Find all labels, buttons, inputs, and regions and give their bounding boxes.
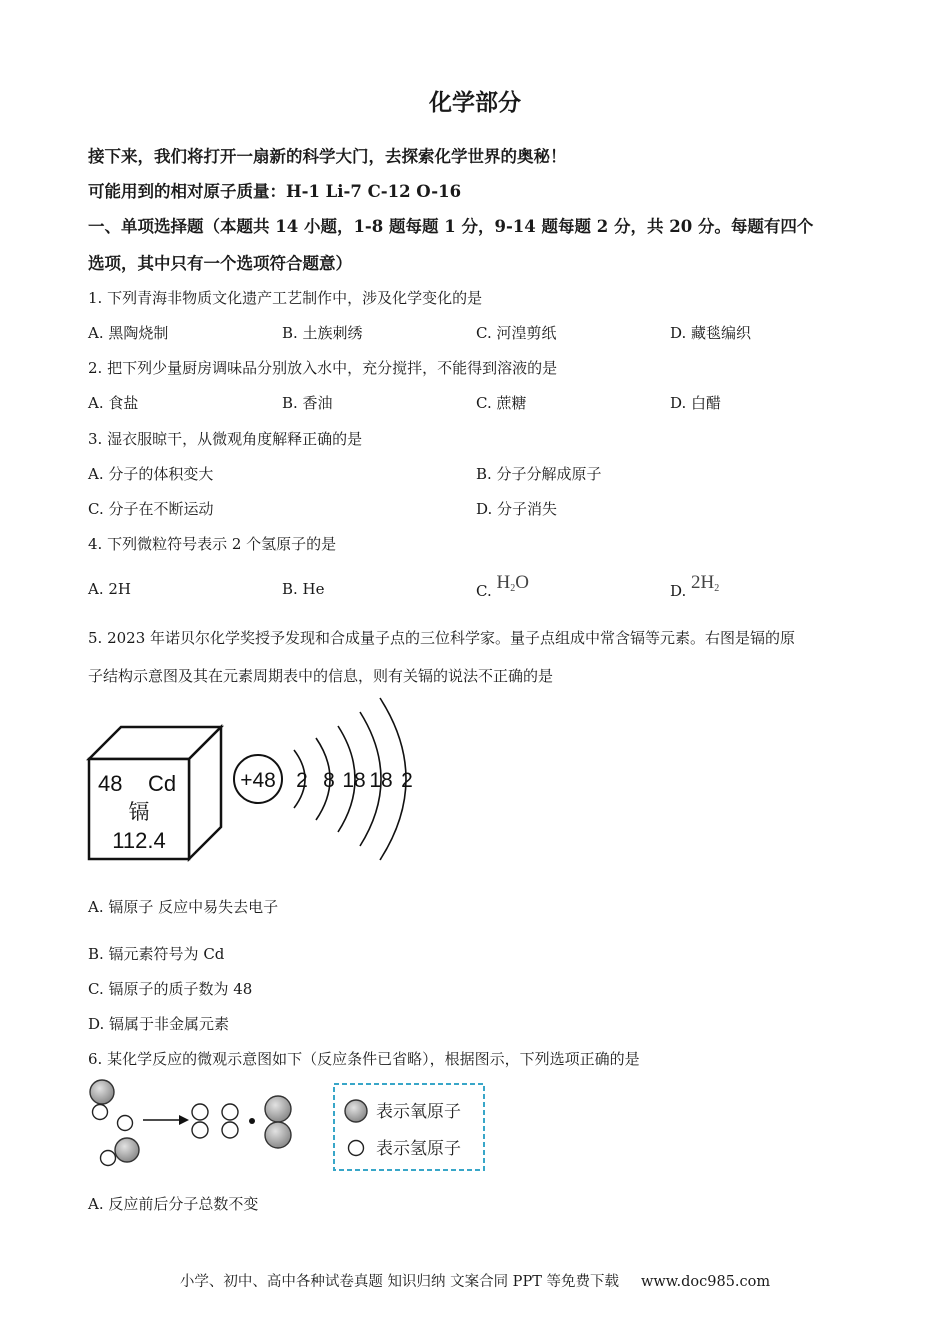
atom-structure-diagram — [226, 694, 422, 870]
formula-subscript: 2 — [510, 583, 516, 594]
q3-option-a: A. 分子的体积变大 — [88, 465, 214, 483]
q3-option-c: C. 分子在不断运动 — [88, 500, 214, 518]
q1-option-a: A. 黑陶烧制 — [88, 324, 169, 342]
hydrogen-atom — [101, 1151, 116, 1166]
reaction-diagram — [86, 1076, 306, 1170]
separator-dot — [249, 1118, 255, 1124]
atomic-mass-line: 可能用到的相对原子质量：H-1 Li-7 C-12 O-16 — [88, 182, 462, 201]
hydrogen-atom — [222, 1122, 238, 1138]
section-heading-line2: 选项，其中只有一个选项符合题意） — [88, 254, 352, 273]
q1-stem: 1. 下列青海非物质文化遗产工艺制作中，涉及化学变化的是 — [88, 289, 483, 307]
element-symbol: Cd — [148, 771, 177, 796]
q4-option-b: B. He — [282, 580, 325, 598]
formula-subscript: 2 — [714, 583, 720, 594]
shell-electrons: 2 — [296, 769, 308, 792]
q1-option-c: C. 河湟剪纸 — [476, 324, 557, 342]
q4-option-c-formula — [497, 572, 529, 593]
q5-stem-line1: 5. 2023 年诺贝尔化学奖授予发现和合成量子点的三位科学家。量子点组成中常含镉等元素。右图是镉的原 — [88, 629, 796, 647]
shell-electrons: 18 — [342, 769, 366, 792]
oxygen-atom — [265, 1096, 291, 1122]
element-mass: 112.4 — [112, 828, 166, 853]
nucleus-charge: +48 — [240, 769, 276, 792]
shell-electrons: 2 — [401, 769, 413, 792]
hydrogen-atom — [349, 1141, 364, 1156]
hydrogen-atom — [192, 1104, 208, 1120]
q4-option-c-label: C. — [476, 582, 492, 600]
q2-option-a: A. 食盐 — [88, 394, 139, 412]
q5-option-c: C. 镉原子的质子数为 48 — [88, 980, 253, 998]
q3-option-d: D. 分子消失 — [476, 500, 558, 518]
oxygen-atom — [115, 1138, 139, 1162]
formula-main: 2H — [691, 572, 715, 593]
reaction-arrow-head — [179, 1115, 189, 1125]
q5-option-d: D. 镉属于非金属元素 — [88, 1015, 230, 1033]
element-number: 48 — [98, 771, 123, 796]
q3-stem: 3. 湿衣服晾干，从微观角度解释正确的是 — [88, 430, 363, 448]
oxygen-atom — [345, 1100, 367, 1122]
q4-stem: 4. 下列微粒符号表示 2 个氢原子的是 — [88, 535, 337, 553]
footer-text: 小学、初中、高中各种试卷真题 知识归纳 文案合同 PPT 等免费下载 — [179, 1274, 619, 1290]
q4-option-a: A. 2H — [88, 580, 131, 598]
q2-option-d: D. 白醋 — [670, 394, 722, 412]
hydrogen-atom — [222, 1104, 238, 1120]
legend-hydrogen-label: 表示氢原子 — [376, 1139, 461, 1159]
q2-stem: 2. 把下列少量厨房调味品分别放入水中，充分搅拌，不能得到溶液的是 — [88, 359, 558, 377]
q1-option-d: D. 藏毯编织 — [670, 324, 752, 342]
section-heading-line1: 一、单项选择题（本题共 14 小题，1-8 题每题 1 分，9-14 题每题 2 分，共 20 分。每题有四个 — [88, 217, 814, 236]
q3-option-b: B. 分子分解成原子 — [476, 465, 602, 483]
hydrogen-atom — [118, 1116, 133, 1131]
footer-url[interactable]: www.doc985.com — [640, 1274, 771, 1290]
q6-stem: 6. 某化学反应的微观示意图如下（反应条件已省略），根据图示，下列选项正确的是 — [88, 1050, 640, 1068]
formula-tail: O — [515, 572, 529, 593]
q5-option-a: A. 镉原子 反应中易失去电子 — [88, 898, 279, 916]
intro-text: 接下来，我们将打开一扇新的科学大门，去探索化学世界的奥秘！ — [88, 147, 567, 166]
q5-option-b: B. 镉元素符号为 Cd — [88, 945, 225, 963]
q4-option-d-formula — [691, 572, 719, 593]
q2-option-b: B. 香油 — [282, 394, 333, 412]
reaction-legend — [332, 1082, 486, 1172]
hydrogen-atom — [192, 1122, 208, 1138]
oxygen-atom — [265, 1122, 291, 1148]
q4-option-d-label: D. — [670, 582, 687, 600]
q4-option-c — [476, 572, 529, 602]
q6-option-a: A. 反应前后分子总数不变 — [88, 1195, 259, 1213]
formula-main: H — [496, 572, 511, 593]
shell-electrons: 8 — [323, 769, 335, 792]
q4-option-d — [670, 572, 720, 602]
q5-stem-line2: 子结构示意图及其在元素周期表中的信息，则有关镉的说法不正确的是 — [88, 667, 554, 685]
q1-option-b: B. 土族刺绣 — [282, 324, 363, 342]
legend-oxygen-label: 表示氧原子 — [376, 1102, 461, 1122]
element-name: 镉 — [128, 801, 150, 824]
shell-electrons: 18 — [369, 769, 393, 792]
hydrogen-atom — [93, 1105, 108, 1120]
page-title: 化学部分 — [429, 89, 521, 116]
oxygen-atom — [90, 1080, 114, 1104]
element-cube-diagram — [86, 724, 226, 864]
q2-option-c: C. 蔗糖 — [476, 394, 527, 412]
page-footer — [0, 1270, 950, 1291]
